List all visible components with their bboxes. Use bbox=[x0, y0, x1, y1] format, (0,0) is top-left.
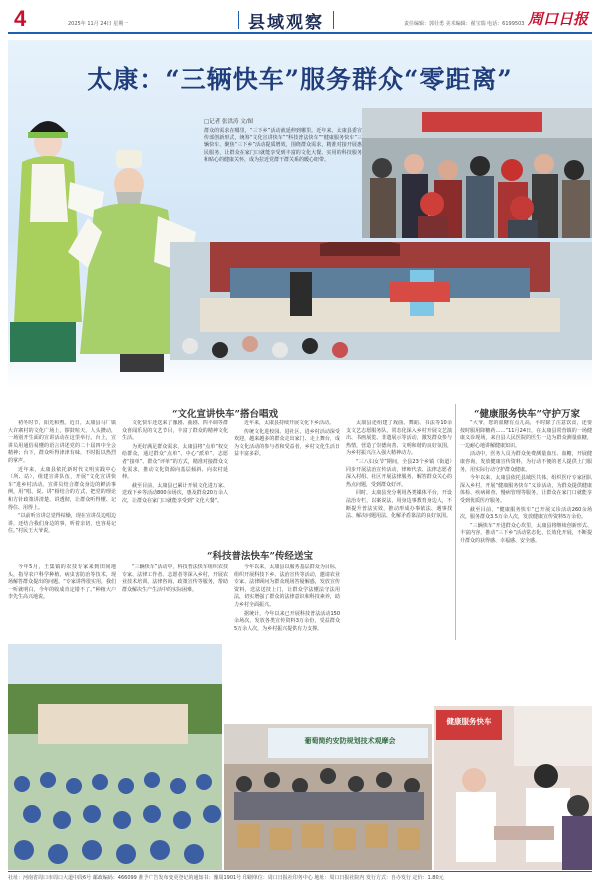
science-column-1 bbox=[8, 564, 116, 636]
paragraph: 今年以来，太康县依托县域医共体，组织医疗专家团队深入乡村，开展“健康服务快车”义诊活动，为群众提供健康体检、疾病筛查、慢病管理等服务，让群众在家门口就能享受到优质医疗服务。 bbox=[460, 475, 592, 504]
subhead-science: “科技普法快车”传经送宝 bbox=[207, 551, 313, 562]
culture-column-2 bbox=[122, 420, 228, 542]
paragraph: 近年来，太康县依托新时代文明实践中心（所、站），组建宣讲队伍，开展“文化宣讲快车”进乡村活动。宣讲员结合群众身边的鲜活事例，用“唱、说、讲”相结合的方式，把党的理论和方针政策讲清楚、讲透彻，让群众听得懂、记得住、用得上。 bbox=[8, 466, 116, 511]
stage-performance-photo bbox=[170, 242, 592, 360]
paragraph: “以前听宣讲总觉得枯燥，现在宣讲员边唱边讲，还结合我们身边的事，听着亲切，也容易记住。”村民王大爷说。 bbox=[8, 513, 116, 535]
health-checkup-photo bbox=[434, 706, 592, 870]
paragraph: 今年5月，王集镇的农技专家来到田间地头，指导农户科学种植、病虫害防治等技术，现场解答群众提出的问题。“专家讲得很实用，我们一听就明白，今年的收成肯定错不了。”种植大户李先生高兴地说。 bbox=[8, 564, 116, 601]
paragraph: 近年来，太康县持续开展文化下乡活动。 bbox=[244, 420, 335, 426]
issue-date: 2025年 11月 24日 星期一 bbox=[68, 21, 129, 27]
paragraph: 活动中，医务人员为群众免费测量血压、血糖，开展健康咨询，发放健康宣传资料，为行动不便的老人提供上门服务，用实际行动守护群众健康。 bbox=[460, 451, 592, 473]
paragraph: 今年以来，太康县以服务基层群众为目标，组织开展科技下乡、法治宣传等活动，邀请农业专家、法律顾问为群众现场答疑解惑，发放宣传资料，送法送技上门，让群众学法懂法守法用法，切实增强了群众的法律意识和科技素养，助力乡村全面振兴。 bbox=[234, 564, 340, 608]
paragraph: “三辆快车”活动中，科技普法快车组织农技专家、法律工作者、志愿者等深入乡村，开展农业技术培训、法律咨询、政策宣传等服务，帮助群众解决生产生活中的实际困难。 bbox=[122, 564, 228, 593]
paragraph: 传统文化进校园、进社区、进乡村活动深受欢迎，越来越多的群众走出家门、走上舞台，成为文化活动的参与者和受益者，乡村文化生活日益丰富多彩。 bbox=[234, 428, 340, 458]
science-column-2 bbox=[122, 564, 228, 636]
page-number: 4 bbox=[14, 6, 27, 31]
editor-credits: 责任编辑：郭壮勇 美术编辑：翟宝瑞 电话：6199503 bbox=[404, 21, 525, 27]
paragraph: “三八妇女节”期间，全县23个乡镇（街道）同步开展法治宣传活动，律师代表、法律志愿者深入村组、社区开展法律服务，解答群众关心的热点问题，受到群众好评。 bbox=[346, 458, 452, 488]
byline: □记者 张洪涛 文/图 bbox=[204, 119, 254, 125]
paragraph: 据统计，今年以来已开展科技普法活动150余场次，发放各类宣传资料3万余份，受益群众5万余人次，为乡村振兴提供有力支撑。 bbox=[234, 610, 340, 632]
exhibit-banner-text: 葡萄简约安防规划技术观摩会 bbox=[304, 737, 396, 745]
paragraph: 截至目前，“健康服务快车”已开展义诊活动260余场次，服务群众3.5万余人次，发放健康宣传资料5万余份。 bbox=[460, 506, 592, 521]
paragraph: 同时，太康县充分利用各类媒体平台，开设法治专栏，以案说法，用身边事教育身边人，不断提升普法实效，推动形成办事依法、遇事找法、解决问题用法、化解矛盾靠法的良好氛围。 bbox=[346, 490, 452, 520]
paragraph: “三辆快车”开进群众心坎里，太康县将继续创新形式、丰富内容，推动“三下乡”活动常态化、长效化开展，不断提升群众的获得感、幸福感、安全感。 bbox=[460, 522, 592, 544]
section-title: 县域观察 bbox=[248, 8, 324, 33]
paragraph: 文化快车还送来了豫剧、曲剧、四平调等群众喜闻乐见的文艺节目，丰富了群众的精神文化生活。 bbox=[122, 420, 228, 442]
footer-info: 社址：河南省周口市周口大道中段6号 邮政编码：466099 准予广告发布变更登记的通知书：豫周1901号 印刷单位：周口日报社印务中心 地址：周口日报社院内 发行方式：自办发行 定价：1.80元 bbox=[8, 871, 592, 883]
newspaper-logo: 周口日报 bbox=[527, 10, 588, 28]
lede-paragraph: 群众的需求在哪里，“三下乡”活动就延伸到哪里。近年来，太康县委宣传部创新形式，统筹“文化宣讲快车”“科技普法快车”“健康服务快车”三辆快车，聚焦“三下乡”活动提质增效，围绕群众需求，精准对接开展惠民服务，让群众在家门口就能享受到丰富的文化大餐、实用的科技服务和贴心的健康关怀，成为拉近党群干群关系的暖心纽带。 bbox=[204, 128, 362, 163]
subhead-health: “健康服务快车”守护万家 bbox=[474, 409, 580, 420]
health-banner-text: 健康服务快车 bbox=[446, 717, 492, 726]
masthead bbox=[8, 6, 592, 34]
audience-photo bbox=[362, 108, 592, 238]
paragraph: 初冬时节，阳光和煦。近日，太康县马厂镇大许寨村的文化广场上，锣鼓喧天，人头攒动，一场别开生面的宣讲活动在这里举行。台上，宣讲员用通俗易懂的语言讲述党的二十届四中全会精神；台下，群众听得津津有味，不时报以热烈的掌声。 bbox=[8, 420, 116, 464]
students-photo bbox=[8, 644, 222, 870]
science-column-3 bbox=[234, 564, 340, 636]
paragraph: 截至目前，太康县已累计开展文化进万家、送戏下乡等活动800余场次，惠及群众20万余人次，让群众在家门口就能享受到“文化大餐”。 bbox=[122, 482, 228, 504]
culture-column-4 bbox=[346, 420, 452, 636]
health-column bbox=[460, 420, 592, 636]
culture-column-1 bbox=[8, 420, 116, 542]
paragraph: 太康县还组建了戏曲、舞蹈、书法等10余支文艺志愿服务队，常态化深入乡村开展文艺演出、书画展览、非遗展示等活动，激发群众参与热情，营造了崇德向善、文明和谐的良好氛围，为乡村振兴注入强大精神动力。 bbox=[346, 420, 452, 457]
culture-column-3 bbox=[234, 420, 340, 542]
headline: 太康：“三辆快车”服务群众“零距离” bbox=[87, 65, 513, 94]
subhead-culture: “文化宣讲快车”搭台唱戏 bbox=[172, 409, 278, 420]
paragraph: “大爷，您的血糖有点儿高，平时除了注意饮食，还要按时服用降糖药……”11月24日，在太康县常营镇的一场健康义诊现场，来自县人民医院的医生一边为群众测量血糖，一边耐心地讲解健康知识。 bbox=[460, 420, 592, 449]
column-divider bbox=[455, 404, 456, 640]
paragraph: 为更好满足群众需求，太康县将“点单”权交给群众，通过群众“点单”、中心“派单”、志愿者“接单”、群众“评单”的方式，精准对接群众文化需求，推动文化资源向基层倾斜、向农村延伸。 bbox=[122, 443, 228, 481]
